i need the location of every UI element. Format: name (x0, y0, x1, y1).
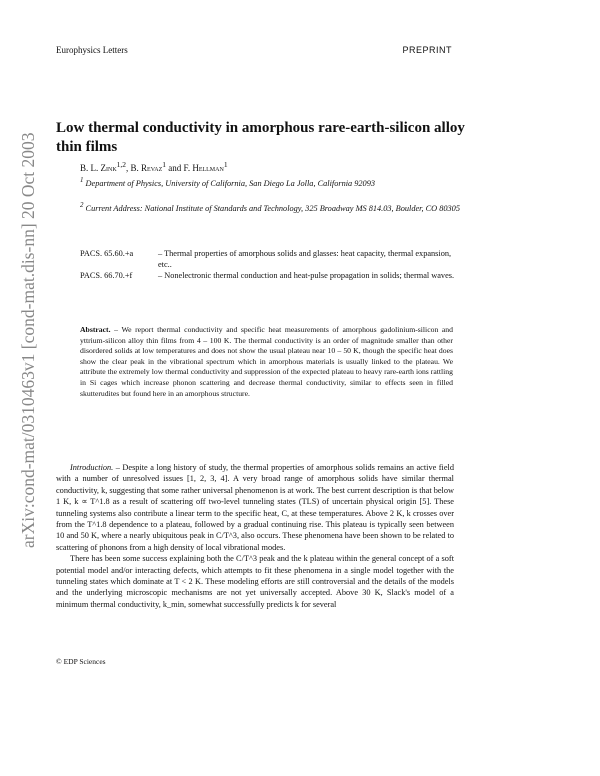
abstract-label: Abstract. (80, 325, 111, 334)
pacs-code: PACS. 65.60.+a (80, 249, 134, 258)
intro-paragraph (56, 462, 454, 553)
affiliation-text: Current Address: National Institute of Standards and Technology, 325 Broadway MS 814.03, Boulder, CO 80305 (85, 203, 460, 213)
pacs-entry (80, 270, 460, 281)
author-separator: and (166, 163, 184, 173)
affiliation (80, 200, 470, 215)
intro-label: Introduction. (70, 463, 114, 472)
author-name: B. L. Zink (80, 163, 117, 173)
intro-text: – Despite a long history of study, the thermal properties of amorphous solids remains an active field with a number of unresolved issues [1, 2, 3, 4]. A very broad range of amorphous solids have similar thermal conductivity, k, suggesting that some rather universal phenomenon is at work. The best current description is that below 1 K, k ∝ T^1.8 as a result of scattering off two-level tunneling states (TLS) of uncertain physical origin [5]. These tunneling systems also contribute a linear term to the specific heat, C, at these temperatures. Above 2 K, k crosses over from the T^1.8 dependence to a plateau, followed by a gradual continuing rise. This plateau is typically seen between 10 and 50 K, where a nearly ubiquitous peak in C/T^3, also occurs. These phenomena have been shown to be related to scattering of phonons from a high density of local vibrational modes. (56, 463, 454, 552)
paper-title: Low thermal conductivity in amorphous rare-earth-silicon alloy thin films (56, 120, 465, 155)
author-name: F. Hellman (183, 163, 224, 173)
pacs-description: – Nonelectronic thermal conduction and heat-pulse propagation in solids; thermal waves. (158, 271, 455, 280)
arxiv-sidebar-id: arXiv:cond-mat/0310463v1 [cond-mat.dis-nn] 20 Oct 2003 (18, 132, 38, 548)
affiliation (80, 175, 470, 190)
author-affil-mark: 1 (223, 160, 228, 169)
author-name: B. Revaz (130, 163, 163, 173)
preprint-label: PREPRINT (402, 45, 452, 55)
author-separator: , (126, 163, 131, 173)
journal-name: Europhysics Letters (56, 45, 128, 55)
pacs-entry (80, 248, 460, 270)
introduction-section (56, 462, 454, 610)
abstract (80, 325, 453, 399)
abstract-text: – We report thermal conductivity and specific heat measurements of amorphous gadolinium-silicon and yttrium-silicon alloy thin films from 4 – 100 K. The thermal conductivity is an order of magnitude smaller than other disordered solids at low temperatures and does not show the usual plateau near 10 – 50 K, though the specific heat does show the clear peak in the vibrational spectrum which in amorphous materials is usually linked to the plateau. We attribute the extremely low thermal conductivity and suppression of the expected plateau to heavy rare-earth ions rattling in Si cages which increase phonon scattering and decrease thermal conductivity, similar to effects seen in filled skutterudites but found here in an amorphous structure. (80, 325, 453, 398)
pacs-description: – Thermal properties of amorphous solids and glasses: heat capacity, thermal expansion, etc.. (158, 249, 452, 269)
affiliation-text: Department of Physics, University of California, San Diego La Jolla, California 92093 (85, 178, 375, 188)
author-affil-mark: 1 (162, 160, 167, 169)
author-list (80, 160, 228, 173)
copyright-notice: © EDP Sciences (56, 657, 106, 666)
pacs-code: PACS. 66.70.+f (80, 271, 133, 280)
author-affil-mark: 1,2 (116, 160, 127, 169)
intro-paragraph: There has been some success explaining both the C/T^3 peak and the k plateau within the general concept of a soft potential model and/or interacting defects, which attempts to fit these phenomena in a single model together with the tunneling states which dominate at T < 2 K. These modeling efforts are still controversial and the details of the models and the underlying microscopic mechanisms are not yet universally accepted. Above 30 K, Slack's model of a minimum thermal conductivity, k_min, somewhat successfully predicts k for several (56, 554, 454, 609)
affiliation-number: 2 (80, 202, 84, 209)
affiliation-number: 1 (80, 177, 84, 184)
